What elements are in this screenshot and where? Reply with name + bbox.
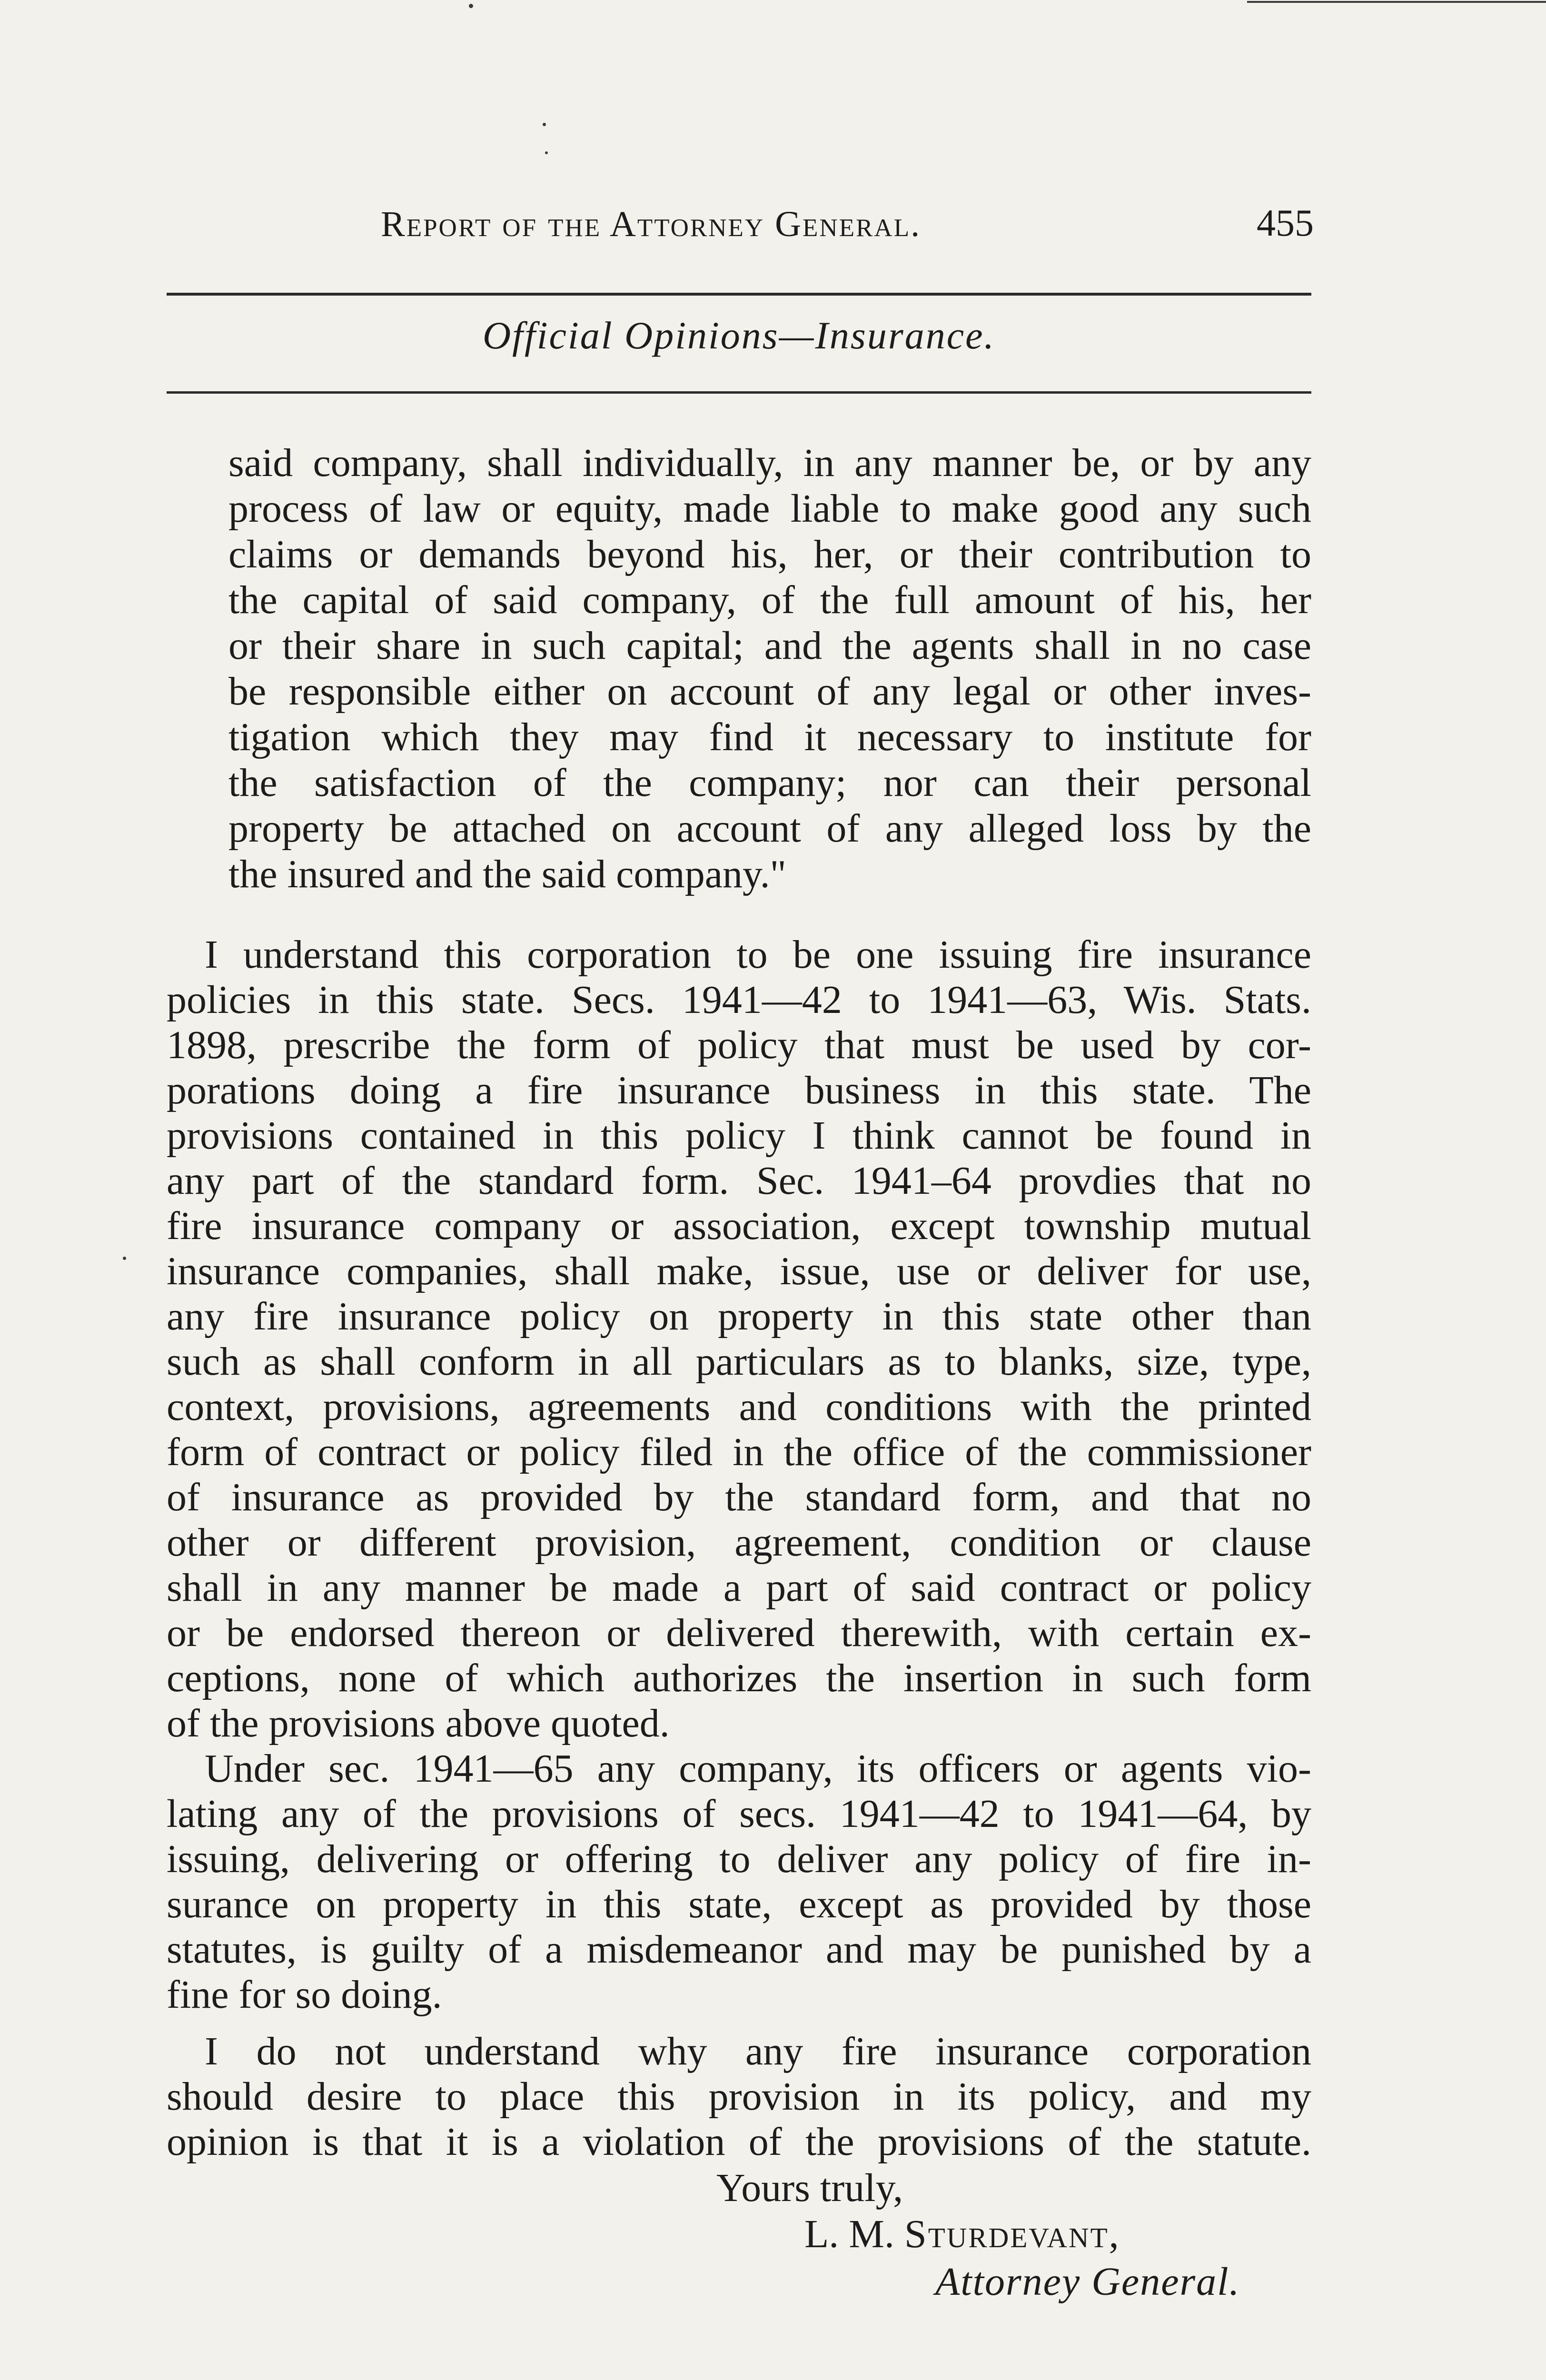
paragraph-line: such as shall conform in all particulars as to blanks, size, type, [167, 1339, 1311, 1384]
quote-line: claims or demands beyond his, her, or their contribution to [228, 532, 1311, 576]
paragraph-line: porations doing a fire insurance business in this state. The [167, 1068, 1311, 1112]
paragraph-line: fine for so doing. [167, 1973, 442, 2017]
scan-speck [543, 123, 546, 126]
paragraph-line: I do not understand why any fire insurance corporation [205, 2029, 1311, 2073]
paragraph-line: surance on property in this state, except as provided by those [167, 1882, 1311, 1926]
running-title: Report of the Attorney General. [381, 204, 922, 244]
paragraph-line: Under sec. 1941—65 any company, its officers or agents vio- [205, 1746, 1311, 1791]
paragraph-line: policies in this state. Secs. 1941—42 to 1941—63, Wis. Stats. [167, 978, 1311, 1022]
header-rule-top [167, 293, 1311, 296]
paragraph-line: fire insurance company or association, except township mutual [167, 1204, 1311, 1248]
section-title: Official Opinions—Insurance. [482, 314, 996, 357]
signatory-title: Attorney General. [935, 2260, 1240, 2304]
paragraph-line: statutes, is guilty of a misdemeanor and may be punished by a [167, 1927, 1311, 1972]
quote-line: tigation which they may find it necessary to institute for [228, 715, 1311, 759]
paragraph-line: lating any of the provisions of secs. 1941—42 to 1941—64, by [167, 1792, 1311, 1836]
quote-line: the capital of said company, of the full amount of his, her [228, 578, 1311, 622]
paragraph-line: 1898, prescribe the form of policy that must be used by cor- [167, 1023, 1311, 1067]
scan-speck [123, 1257, 126, 1260]
quote-line: property be attached on account of any alleged loss by the [228, 806, 1311, 851]
scan-speck [545, 151, 548, 154]
closing-salutation: Yours truly, [716, 2166, 903, 2210]
header-rule-bottom [167, 391, 1311, 394]
paragraph-line: context, provisions, agreements and conditions with the printed [167, 1385, 1311, 1429]
quote-line: the insured and the said company." [228, 852, 786, 896]
page-number: 455 [1257, 202, 1314, 244]
paragraph-line: any part of the standard form. Sec. 1941–64 provdies that no [167, 1159, 1311, 1203]
signatory-initials: L. M. [804, 2212, 894, 2256]
paragraph-line: insurance companies, shall make, issue, use or deliver for use, [167, 1249, 1311, 1293]
paragraph-line: issuing, delivering or offering to deliver any policy of fire in- [167, 1837, 1311, 1881]
paragraph-line: shall in any manner be made a part of said contract or policy [167, 1566, 1311, 1610]
paragraph-line: provisions contained in this policy I think cannot be found in [167, 1113, 1311, 1158]
paragraph-line: I understand this corporation to be one issuing fire insurance [205, 932, 1311, 977]
paragraph-line: of the provisions above quoted. [167, 1701, 670, 1745]
scan-edge-line [1247, 1, 1546, 3]
quote-line: said company, shall individually, in any manner be, or by any [228, 441, 1311, 485]
paragraph-line: opinion is that it is a violation of the provisions of the statute. [167, 2120, 1311, 2164]
scan-speck [469, 4, 473, 8]
signatory-name [804, 2211, 1120, 2257]
quote-line: be responsible either on account of any legal or other inves- [228, 669, 1311, 714]
paragraph-line: of insurance as provided by the standard form, and that no [167, 1475, 1311, 1519]
paragraph-line: form of contract or policy filed in the office of the commissioner [167, 1430, 1311, 1474]
paragraph-line: should desire to place this provision in its policy, and my [167, 2074, 1311, 2119]
paragraph-line: other or different provision, agreement, condition or clause [167, 1520, 1311, 1565]
paragraph-line: any fire insurance policy on property in this state other than [167, 1294, 1311, 1339]
quote-line: or their share in such capital; and the agents shall in no case [228, 624, 1311, 668]
quote-line: the satisfaction of the company; nor can their personal [228, 761, 1311, 805]
quote-line: process of law or equity, made liable to make good any such [228, 486, 1311, 531]
paragraph-line: ceptions, none of which authorizes the insertion in such form [167, 1656, 1311, 1700]
signatory-surname: Sturdevant, [904, 2212, 1120, 2256]
paragraph-line: or be endorsed thereon or delivered therewith, with certain ex- [167, 1611, 1311, 1655]
page-header [381, 190, 1314, 257]
